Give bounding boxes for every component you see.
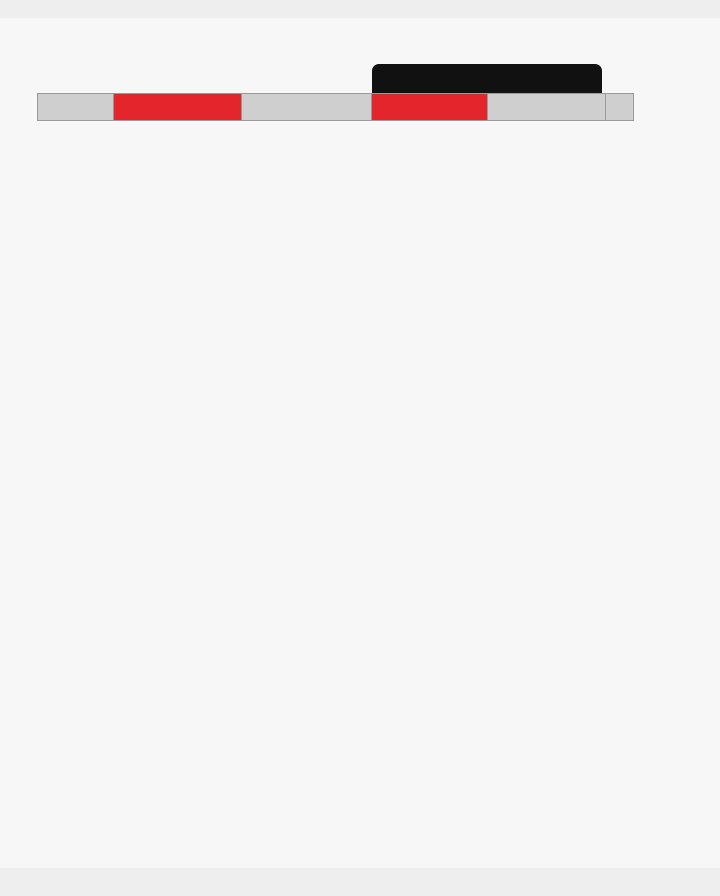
header-row [38,94,634,121]
header-code [38,94,114,121]
header-row-number [606,94,634,121]
header-sharh [488,94,606,121]
table-title [372,64,602,93]
header-explanation [372,94,488,121]
fitting-table [37,93,634,121]
header-jozeiyat [242,94,372,121]
catalog-page [0,18,720,868]
header-details [114,94,242,121]
